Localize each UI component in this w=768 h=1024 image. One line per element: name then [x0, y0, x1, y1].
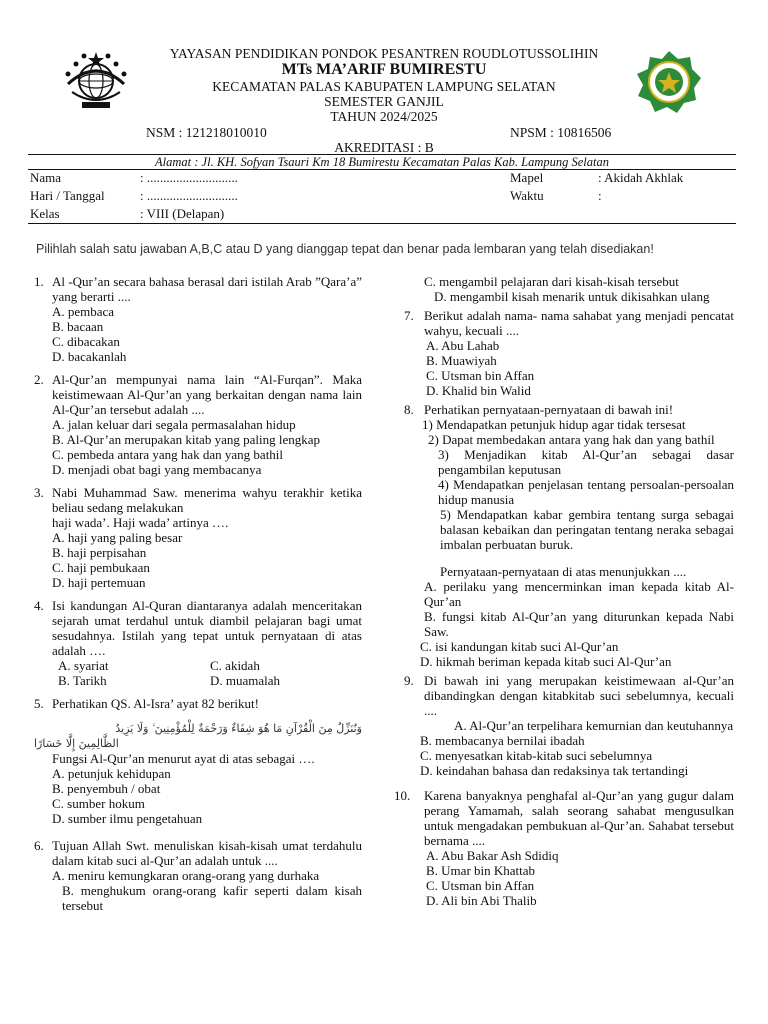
- option-a[interactable]: A. petunjuk kehidupan: [52, 766, 171, 781]
- question-text: Al-Qur’an mempunyai nama lain “Al-Furqan”. Maka keistimewaan Al-Qur’an yang berkaitan dengan nama lain Al-Qur’an tersebut adalah ....: [52, 372, 362, 417]
- question-5: [34, 696, 362, 826]
- question-4: [34, 598, 362, 688]
- question-text: Perhatikan QS. Al-Isra’ ayat 82 berikut!: [52, 696, 259, 711]
- nsm: NSM : 121218010010: [146, 125, 267, 140]
- question-number: 8.: [404, 402, 414, 417]
- question-8: [404, 402, 734, 669]
- option-d[interactable]: D. sumber ilmu pengetahuan: [52, 811, 203, 826]
- option-b[interactable]: B. bacaan: [52, 319, 104, 334]
- option-b[interactable]: B. fungsi kitab Al-Qur’an yang diturunkan kepada Nabi Saw.: [424, 609, 734, 639]
- question-number: 9.: [404, 673, 414, 688]
- subject-value: : Akidah Akhlak: [598, 170, 684, 185]
- question-6-continued: [404, 274, 734, 304]
- option-a[interactable]: A. jalan keluar dari segala permasalahan hidup: [52, 417, 296, 432]
- question-10: [394, 788, 734, 908]
- school-name: MTs MA’ARIF BUMIRESTU: [281, 61, 487, 78]
- class-label: Kelas: [30, 206, 60, 221]
- option-b[interactable]: B. penyembuh / obat: [52, 781, 161, 796]
- option-b[interactable]: B. membacanya bernilai ibadah: [420, 733, 585, 748]
- question-7: [404, 308, 734, 398]
- option-b[interactable]: B. Muawiyah: [426, 353, 497, 368]
- instruction: Pilihlah salah satu jawaban A,B,C atau D yang dianggap tepat dan benar pada lembaran yang telah disediakan!: [36, 242, 654, 256]
- class-value: : VIII (Delapan): [140, 206, 225, 221]
- name-field[interactable]: : ............................: [140, 170, 238, 185]
- question-text: Nabi Muhammad Saw. menerima wahyu terakhir ketika beliau sedang melakukan: [52, 485, 362, 515]
- question-text: Isi kandungan Al-Quran diantaranya adalah menceritakan sejarah umat terdahul untuk diambil pelajaran bagi umat sesudahnya. Istilah yang tepat untuk pernyataan di atas adalah ….: [52, 598, 362, 658]
- identity-rule: [28, 223, 736, 224]
- option-c[interactable]: C. Utsman bin Affan: [426, 878, 535, 893]
- academic-year: TAHUN 2024/2025: [330, 109, 438, 124]
- statement-5: 5) Mendapatkan kabar gembira tentang surga sebagai balasan kebaikan dan peringatan tentang neraka sebagai imbalan perbuatan buruk.: [440, 507, 734, 552]
- question-1: [34, 274, 362, 364]
- question-number: 3.: [34, 485, 44, 500]
- question-number: 4.: [34, 598, 44, 613]
- right-column: [394, 274, 734, 916]
- question-text-continued: haji wada’. Haji wada’ artinya ….: [52, 515, 229, 530]
- question-2: [34, 372, 362, 477]
- district-name: KECAMATAN PALAS KABUPATEN LAMPUNG SELATAN: [212, 79, 556, 94]
- question-number: 7.: [404, 308, 414, 323]
- option-c[interactable]: C. menyesatkan kitab-kitab suci sebelumnya: [420, 748, 653, 763]
- option-c[interactable]: C. pembeda antara yang hak dan yang bathil: [52, 447, 284, 462]
- statement-2: 2) Dapat membedakan antara yang hak dan yang bathil: [428, 432, 715, 447]
- option-b[interactable]: B. Tarikh: [58, 673, 107, 688]
- question-3: [34, 485, 362, 590]
- foundation-name: YAYASAN PENDIDIKAN PONDOK PESANTREN ROUDLOTUSSOLIHIN: [169, 46, 599, 61]
- option-row: [58, 658, 362, 673]
- question-text-continued: Pernyataan-pernyataan di atas menunjukkan ....: [440, 564, 687, 579]
- question-number: 6.: [34, 838, 44, 853]
- question-number: 1.: [34, 274, 44, 289]
- option-d[interactable]: D. Ali bin Abi Thalib: [426, 893, 537, 908]
- name-label: Nama: [30, 170, 62, 185]
- option-c[interactable]: C. haji pembukaan: [52, 560, 150, 575]
- option-c[interactable]: C. mengambil pelajaran dari kisah-kisah tersebut: [424, 274, 679, 289]
- accreditation: AKREDITASI : B: [334, 140, 434, 155]
- option-d[interactable]: D. bacakanlah: [52, 349, 127, 364]
- option-a[interactable]: A. Al-Qur’an terpelihara kemurnian dan keutuhannya: [454, 718, 734, 733]
- left-column: [34, 274, 362, 921]
- time-label: Waktu: [510, 188, 544, 203]
- statement-3: 3) Menjadikan kitab Al-Qur’an sebagai dasar pengambilan keputusan: [438, 447, 734, 477]
- option-a[interactable]: A. Abu Bakar Ash Sdidiq: [426, 848, 559, 863]
- option-a[interactable]: A. Abu Lahab: [426, 338, 500, 353]
- question-text: Al -Qur’an secara bahasa berasal dari istilah Arab ”Qara’a” yang berarti ....: [52, 274, 362, 304]
- option-d[interactable]: D. menjadi obat bagi yang membacanya: [52, 462, 262, 477]
- option-c[interactable]: C. isi kandungan kitab suci Al-Qur’an: [420, 639, 619, 654]
- option-row: [58, 673, 362, 688]
- time-field[interactable]: :: [598, 188, 602, 203]
- date-label: Hari / Tanggal: [30, 188, 105, 203]
- question-6: [34, 838, 362, 913]
- question-number: 5.: [34, 696, 44, 711]
- question-9: [404, 673, 734, 778]
- option-d[interactable]: D. Khalid bin Walid: [426, 383, 531, 398]
- quran-verse-line-1: وَنُنَزِّلُ مِنَ الْقُرْآنِ مَا هُوَ شِفَاءٌ وَرَحْمَةٌ لِلْمُؤْمِنِينَ ۙ وَلَا يَزِيدُ: [115, 722, 362, 735]
- semester: SEMESTER GANJIL: [324, 94, 444, 109]
- question-text: Karena banyaknya penghafal al-Qur’an yang gugur dalam perang Yamamah, salah seorang sahabat mengusulkan untuk mengadakan pembukuan al-Qur’an. Sahabat tersebut bernama ....: [424, 788, 734, 848]
- option-a[interactable]: A. haji yang paling besar: [52, 530, 183, 545]
- question-text-continued: Fungsi Al-Qur’an menurut ayat di atas sebagai ….: [52, 751, 315, 766]
- option-b[interactable]: B. Al-Qur’an merupakan kitab yang paling lengkap: [52, 432, 320, 447]
- statement-4: 4) Mendapatkan penjelasan tentang persoalan-persoalan hidup manusia: [438, 477, 734, 507]
- statement-1: 1) Mendapatkan petunjuk hidup agar tidak tersesat: [422, 417, 686, 432]
- option-b[interactable]: B. Umar bin Khattab: [426, 863, 536, 878]
- option-a[interactable]: A. syariat: [58, 658, 109, 673]
- option-d[interactable]: D. keindahan bahasa dan redaksinya tak tertandingi: [420, 763, 689, 778]
- question-text: Berikut adalah nama- nama sahabat yang menjadi pencatat wahyu, kecuali ....: [424, 308, 734, 338]
- option-a[interactable]: A. pembaca: [52, 304, 115, 319]
- question-text: Tujuan Allah Swt. menuliskan kisah-kisah umat terdahulu dalam kitab suci al-Qur’an adalah untuk ....: [52, 838, 362, 868]
- date-field[interactable]: : ............................: [140, 188, 238, 203]
- option-d[interactable]: D. hikmah beriman kepada kitab suci Al-Qur’an: [420, 654, 672, 669]
- option-c[interactable]: C. akidah: [210, 658, 260, 673]
- npsm: NPSM : 10816506: [510, 125, 612, 140]
- subject-label: Mapel: [510, 170, 544, 185]
- option-c[interactable]: C. dibacakan: [52, 334, 120, 349]
- question-number: 10.: [394, 788, 411, 803]
- option-d[interactable]: D. haji pertemuan: [52, 575, 146, 590]
- question-number: 2.: [34, 372, 44, 387]
- option-b[interactable]: B. menghukum orang-orang kafir seperti dalam kisah tersebut: [62, 883, 362, 913]
- option-c[interactable]: C. sumber hokum: [52, 796, 145, 811]
- quran-verse-line-2: الظَّالِمِينَ إِلَّا خَسَارًا: [34, 737, 119, 750]
- option-a[interactable]: A. meniru kemungkaran orang-orang yang durhaka: [52, 868, 320, 883]
- option-d[interactable]: D. mengambil kisah menarik untuk dikisahkan ulang: [434, 289, 710, 304]
- school-address: Alamat : Jl. KH. Sofyan Tsauri Km 18 Bumirestu Kecamatan Palas Kab. Lampung Selatan: [155, 155, 609, 169]
- question-text: Perhatikan pernyataan-pernyataan di bawah ini!: [424, 402, 674, 417]
- option-b[interactable]: B. haji perpisahan: [52, 545, 147, 560]
- option-c[interactable]: C. Utsman bin Affan: [426, 368, 535, 383]
- question-text: Di bawah ini yang merupakan keistimewaan al-Qur’an dibandingkan dengan kitabkitab suci sebelumnya, kecuali ....: [424, 673, 734, 718]
- option-a[interactable]: A. perilaku yang mencerminkan iman kepada kitab Al-Qur’an: [424, 579, 734, 609]
- option-d[interactable]: D. muamalah: [210, 673, 281, 688]
